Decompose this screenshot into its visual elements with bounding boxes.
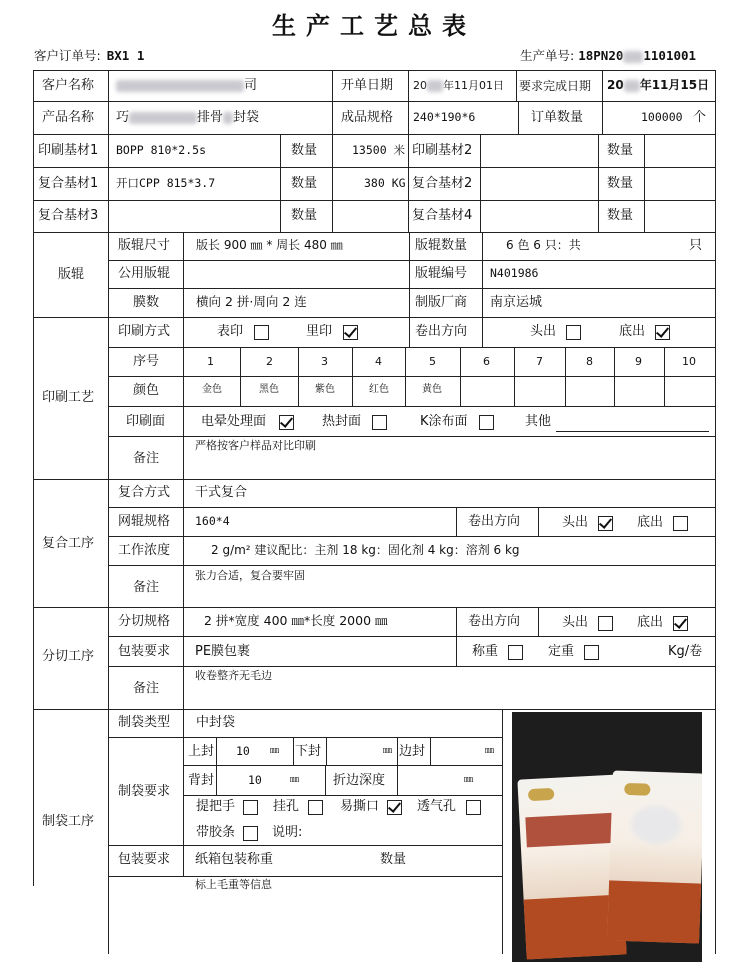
surface-print-checkbox[interactable]: [254, 325, 269, 340]
print-remark-label: 备注: [133, 451, 160, 466]
edge-seal-label: 边封: [399, 744, 426, 759]
customer-name-value: 司: [116, 79, 257, 92]
print-remark-value: 严格按客户样品对比印刷: [195, 439, 316, 452]
tape-label: 带胶条: [196, 825, 236, 840]
qty-label-4: 数量: [607, 176, 634, 191]
top-seal-label: 上封: [188, 744, 215, 759]
roller-count-tail: 只: [689, 238, 703, 253]
slit-direction-label: 卷出方向: [468, 614, 521, 629]
plate-maker-label: 制版厂商: [415, 295, 468, 310]
slit-tail-out-label: 底出: [637, 615, 664, 630]
vent-hole-label: 透气孔: [417, 799, 457, 814]
color-2: 黑色: [259, 384, 279, 395]
qty-label-5: 数量: [291, 208, 318, 223]
spec-label: 成品规格: [341, 110, 394, 125]
concentration-value: 2 g/m² 建议配比：主剂 18 kg：固化剂 4 kg：溶剂 6 kg: [211, 543, 520, 557]
anilox-label: 网辊规格: [118, 514, 171, 529]
bag-type-label: 制袋类型: [118, 715, 171, 730]
comp-base1-label: 复合基材1: [38, 176, 99, 191]
roller-count-label: 版辊数量: [415, 238, 468, 253]
product-name-value: 巧 排骨 封袋: [116, 110, 260, 125]
weigh-label: 称重: [472, 644, 499, 659]
open-date-value: 20 年11月01日: [413, 79, 504, 92]
top-seal-unit: ㎜: [270, 746, 280, 756]
corona-label: 电晕处理面: [201, 414, 267, 429]
laminate-tail-out-checkbox[interactable]: [673, 516, 688, 531]
section-printing: 印刷工艺: [42, 390, 95, 405]
bag-type-value: 中封袋: [196, 715, 236, 730]
customer-order-no: 客户订单号: BX1 1: [34, 48, 145, 63]
slit-head-out-label: 头出: [562, 615, 589, 630]
laminate-head-out-checkbox[interactable]: [598, 516, 613, 531]
slit-tail-out-checkbox[interactable]: [673, 616, 688, 631]
qty-label-3: 数量: [291, 176, 318, 191]
laminate-tail-out-label: 底出: [637, 515, 664, 530]
product-name-label: 产品名称: [42, 110, 95, 125]
concentration-label: 工作浓度: [118, 543, 171, 558]
handle-checkbox[interactable]: [243, 800, 258, 815]
bag-count-label: 数量: [380, 852, 407, 867]
print-head-out-label: 头出: [530, 324, 557, 339]
bottom-seal-unit: ㎜: [383, 746, 393, 756]
color-3: 紫色: [315, 384, 335, 395]
laminate-remark-label: 备注: [133, 580, 160, 595]
color-1: 金色: [202, 384, 222, 395]
anilox-value: 160*4: [195, 514, 230, 528]
comp-base1-value: 开口CPP 815*3.7: [116, 176, 216, 190]
color-5: 黄色: [422, 384, 442, 395]
seq-8: 8: [586, 355, 593, 368]
hang-hole-label: 挂孔: [273, 799, 300, 814]
print-base2-label: 印刷基材2: [412, 143, 473, 158]
color-4: 红色: [369, 384, 389, 395]
roller-size-value: 版长 900 ㎜ * 周长 480 ㎜: [196, 238, 343, 252]
weigh-checkbox[interactable]: [508, 645, 523, 660]
roller-size-label: 版辊尺寸: [118, 238, 171, 253]
comp-base2-label: 复合基材2: [412, 176, 473, 191]
comp-base4-label: 复合基材4: [412, 208, 473, 223]
seq-9: 9: [635, 355, 642, 368]
bag-note-label: 说明:: [272, 825, 303, 840]
qty-label-1: 数量: [291, 143, 318, 158]
bag-label-note: 标上毛重等信息: [195, 878, 272, 891]
print-tail-out-label: 底出: [619, 324, 646, 339]
sequence-label: 序号: [133, 354, 160, 369]
print-base1-label: 印刷基材1: [38, 143, 99, 158]
bag-right: [607, 770, 702, 943]
laminate-method-value: 干式复合: [195, 485, 248, 500]
laminate-head-out-label: 头出: [562, 515, 589, 530]
print-method-label: 印刷方式: [118, 324, 171, 339]
order-qty-value: 100000: [641, 110, 683, 124]
seq-2: 2: [266, 355, 273, 368]
roller-count-value: 6 色 6 只：共: [506, 238, 581, 252]
fixed-weight-label: 定重: [548, 644, 575, 659]
bag-req-label: 制袋要求: [118, 784, 171, 799]
other-label: 其他: [525, 414, 552, 429]
seq-10: 10: [682, 355, 696, 368]
back-seal-unit: ㎜: [290, 775, 300, 785]
qty-value-1: 13500 米: [352, 143, 406, 157]
roller-code-value: N401986: [490, 266, 539, 280]
open-date-label: 开单日期: [341, 78, 394, 93]
seq-1: 1: [207, 355, 214, 368]
k-coat-label: K涂布面: [420, 414, 468, 429]
slit-spec-value: 2 拼*宽度 400 ㎜*长度 2000 ㎜: [204, 613, 388, 628]
vent-hole-checkbox[interactable]: [466, 800, 481, 815]
hang-hole-checkbox[interactable]: [308, 800, 323, 815]
corona-checkbox[interactable]: [279, 415, 294, 430]
laminate-method-label: 复合方式: [118, 485, 171, 500]
section-slitting: 分切工序: [42, 649, 95, 664]
due-date-label: 要求完成日期: [519, 79, 592, 93]
slit-spec-label: 分切规格: [118, 614, 171, 629]
plate-maker-value: 南京运城: [490, 295, 543, 310]
seq-6: 6: [483, 355, 490, 368]
order-qty-unit: 个: [693, 110, 707, 125]
qty-label-6: 数量: [607, 208, 634, 223]
slit-remark-value: 收卷整齐无毛边: [195, 669, 272, 682]
back-seal-label: 背封: [188, 773, 215, 788]
section-bagging: 制袋工序: [42, 814, 95, 829]
film-count-value: 横向 2 拼·周向 2 连: [196, 294, 307, 309]
bag-pack-value: 纸箱包装称重: [195, 852, 274, 867]
product-photo: [512, 712, 702, 962]
heat-seal-face-label: 热封面: [322, 414, 362, 429]
color-label: 颜色: [133, 383, 160, 398]
customer-name-label: 客户名称: [42, 78, 95, 93]
section-laminate: 复合工序: [42, 536, 95, 551]
tape-checkbox[interactable]: [243, 826, 258, 841]
common-roller-label: 公用版辊: [118, 266, 171, 281]
print-direction-label: 卷出方向: [415, 324, 468, 339]
reverse-print-label: 里印: [306, 324, 333, 339]
due-date-value: 20 年11月15日: [607, 78, 710, 92]
slit-pack-value: PE膜包裹: [195, 644, 251, 659]
unit-label: Kg/卷: [668, 644, 703, 659]
seq-5: 5: [429, 355, 436, 368]
order-qty-label: 订单数量: [531, 110, 584, 125]
bag-pack-label: 包装要求: [118, 852, 171, 867]
qty-value-3: 380 KG: [364, 176, 406, 190]
print-face-label: 印刷面: [126, 414, 166, 429]
print-base1-value: BOPP 810*2.5s: [116, 143, 207, 157]
top-seal-value: 10: [236, 744, 250, 758]
laminate-direction-label: 卷出方向: [468, 514, 521, 529]
spec-value: 240*190*6: [413, 110, 476, 124]
qty-label-2: 数量: [607, 143, 634, 158]
print-tail-out-checkbox[interactable]: [655, 325, 670, 340]
surface-print-label: 表印: [217, 324, 244, 339]
slit-head-out-checkbox[interactable]: [598, 616, 613, 631]
k-coat-checkbox[interactable]: [479, 415, 494, 430]
bottom-seal-label: 下封: [295, 744, 322, 759]
back-seal-value: 10: [248, 773, 262, 787]
easy-tear-label: 易撕口: [340, 799, 380, 814]
page-title: 生产工艺总表: [272, 12, 476, 40]
fixed-weight-checkbox[interactable]: [584, 645, 599, 660]
print-head-out-checkbox[interactable]: [566, 325, 581, 340]
fold-depth-label: 折边深度: [333, 773, 386, 788]
fold-depth-unit: ㎜: [464, 775, 474, 785]
heat-seal-face-checkbox[interactable]: [372, 415, 387, 430]
reverse-print-checkbox[interactable]: [343, 325, 358, 340]
roller-code-label: 版辊编号: [415, 266, 468, 281]
seq-4: 4: [375, 355, 382, 368]
comp-base3-label: 复合基材3: [38, 208, 99, 223]
seq-3: 3: [321, 355, 328, 368]
seq-7: 7: [536, 355, 543, 368]
slit-pack-label: 包装要求: [118, 644, 171, 659]
easy-tear-checkbox[interactable]: [387, 800, 402, 815]
slit-remark-label: 备注: [133, 681, 160, 696]
laminate-remark-value: 张力合适，复合要牢固: [195, 569, 305, 582]
section-roller: 版辊: [58, 267, 85, 282]
film-count-label: 膜数: [133, 295, 160, 310]
edge-seal-unit: ㎜: [485, 746, 495, 756]
production-no: 生产单号: 18PN20 1101001: [520, 48, 697, 63]
handle-label: 提把手: [196, 799, 236, 814]
